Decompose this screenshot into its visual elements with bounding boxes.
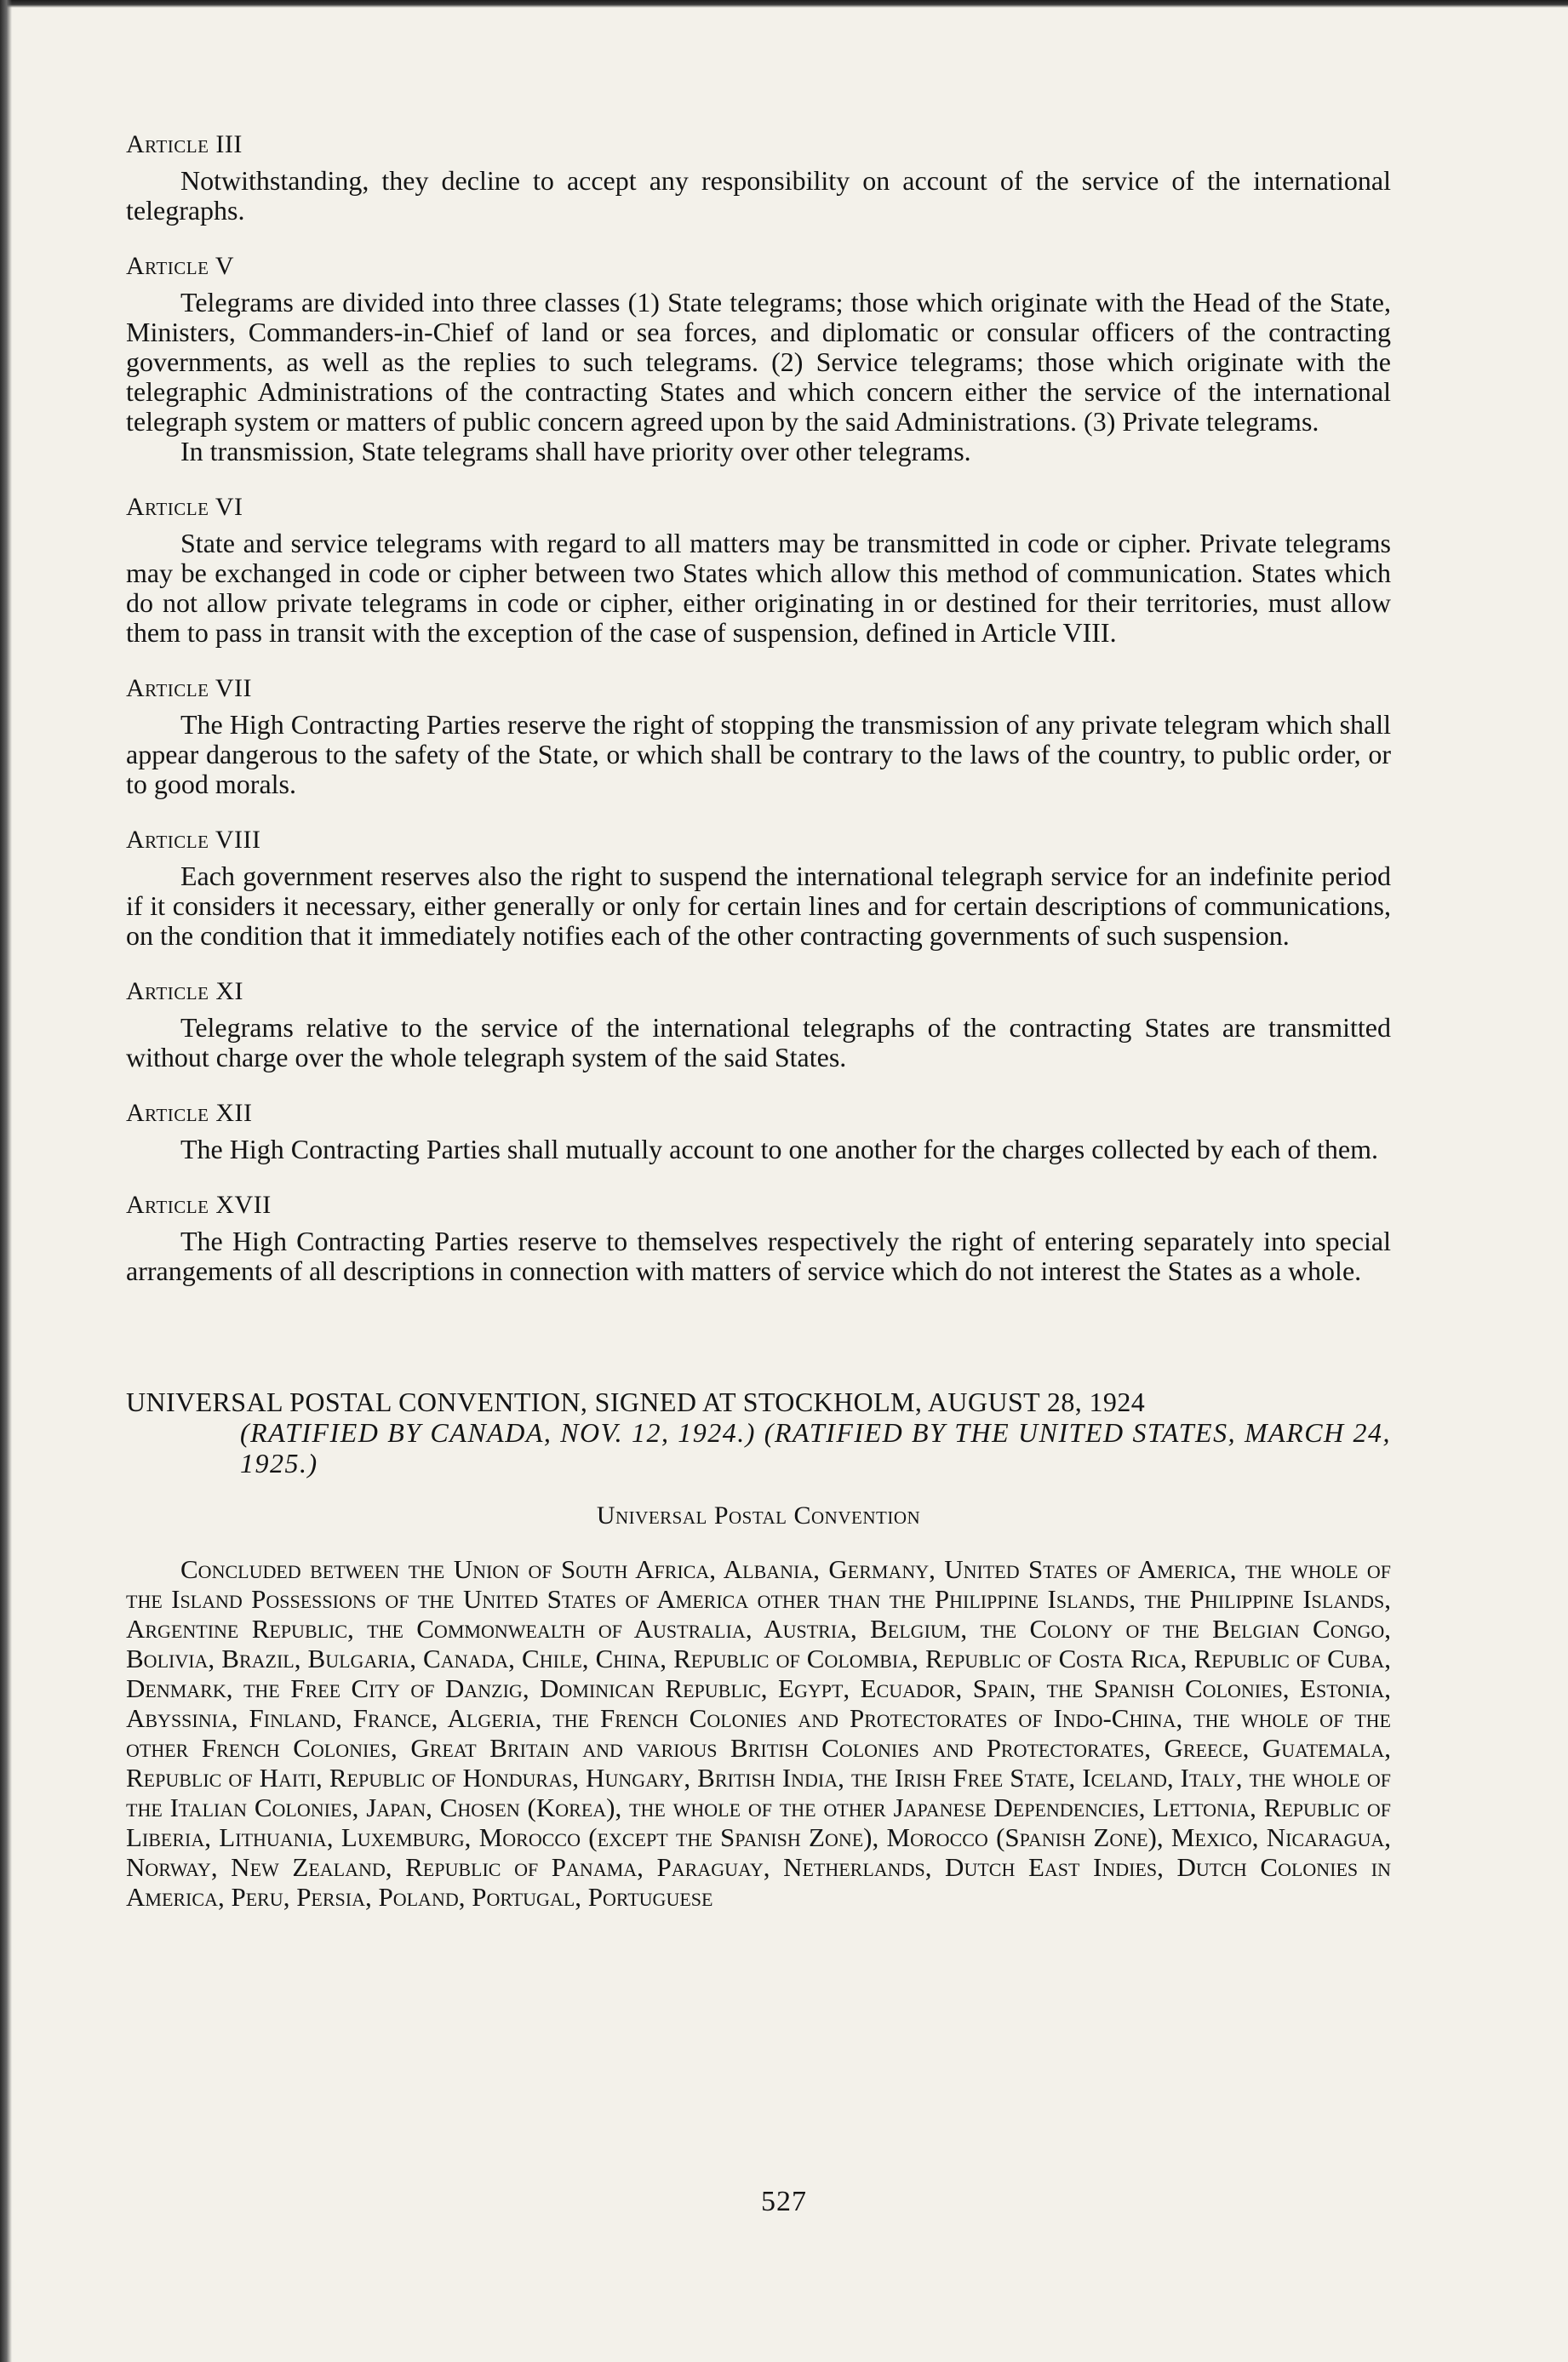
convention-subtitle: Universal Postal Convention (596, 1501, 921, 1530)
postal-convention-section (126, 1387, 1391, 1912)
article-paragraph: Each government reserves also the right to suspend the international telegraph service for an indefinite period if it considers it necessary, either generally or only for certain lines and for certain descriptions of communications, on the condition that it immediately notifies each of the other contracting governments of such suspension. (126, 861, 1391, 951)
article-paragraph: The High Contracting Parties reserve the right of stopping the transmission of any private telegram which shall appear dangerous to the safety of the State, or which shall be contrary to the laws of the country, to public order, or to good morals. (126, 709, 1391, 799)
article-heading: Article VI (126, 493, 243, 521)
article-xi (126, 976, 1391, 1072)
article-paragraph: Telegrams are divided into three classes (1) State telegrams; those which originate with the Head of the State, Ministers, Commanders-in-Chief of land or sea forces, and diplomatic or consular officers of the contracting governments, as well as the replies to such telegrams. (2) Service telegrams; those which originate with the telegraphic Administrations of the contracting States and which concern either the service of the international telegraph system or matters of public concern agreed upon by the said Administrations. (3) Private telegrams. (126, 287, 1391, 437)
article-paragraph: The High Contracting Parties reserve to themselves respectively the right of entering separately into special arrangements of all descriptions in connection with matters of service which do not interest the States as a whole. (126, 1226, 1391, 1286)
convention-title-block (126, 1387, 1391, 1478)
convention-ratification: (RATIFIED BY CANADA, NOV. 12, 1924.) (RATIFIED BY THE UNITED STATES, MARCH 24, 1925.) (240, 1417, 1391, 1478)
article-paragraph: In transmission, State telegrams shall have priority over other telegrams. (180, 436, 971, 466)
article-paragraph: The High Contracting Parties shall mutually account to one another for the charges collected by each of them. (180, 1134, 1378, 1164)
article-heading: Article XI (126, 977, 244, 1005)
article-paragraph: Notwithstanding, they decline to accept any responsibility on account of the service of the international telegraphs. (126, 165, 1391, 226)
article-vi (126, 492, 1391, 648)
scan-top-edge (0, 0, 1568, 8)
article-heading: Article VII (126, 674, 252, 702)
article-heading: Article XII (126, 1099, 253, 1127)
article-viii (126, 825, 1391, 951)
article-heading: Article VIII (126, 826, 261, 854)
convention-title: UNIVERSAL POSTAL CONVENTION, SIGNED AT STOCKHOLM, AUGUST 28, 1924 (126, 1387, 1146, 1417)
article-vii (126, 673, 1391, 799)
article-xii (126, 1098, 1391, 1164)
article-iii (126, 129, 1391, 226)
page-content (126, 129, 1391, 1912)
convention-parties-paragraph: Concluded between the Union of South Africa, Albania, Germany, United States of America, the whole of the Island Possessions of the United States of America other than the Philippine Islands, the Philippine Islands, Argentine Republic, the Commonwealth of Australia, Austria, Belgium, the Colony of the Belgian Congo, Bolivia, Brazil, Bulgaria, Canada, Chile, China, Republic of Colombia, Republic of Costa Rica, Republic of Cuba, Denmark, the Free City of Danzig, Dominican Republic, Egypt, Ecuador, Spain, the Spanish Colonies, Estonia, Abyssinia, Finland, France, Algeria, the French Colonies and Protectorates of Indo-China, the whole of the other French Colonies, Great Britain and various British Colonies and Protectorates, Greece, Guatemala, Republic of Haiti, Republic of Honduras, Hungary, British India, the Irish Free State, Iceland, Italy, the whole of the Italian Colonies, Japan, Chosen (Korea), the whole of the other Japanese Dependencies, Lettonia, Republic of Liberia, Lithuania, Luxemburg, Morocco (except the Spanish Zone), Morocco (Spanish Zone), Mexico, Nicaragua, Norway, New Zealand, Republic of Panama, Paraguay, Netherlands, Dutch East Indies, Dutch Colonies in America, Peru, Persia, Poland, Portugal, Portuguese (126, 1554, 1391, 1912)
article-heading: Article V (126, 252, 235, 280)
scan-left-edge (0, 0, 12, 2362)
article-xvii (126, 1190, 1391, 1286)
article-heading: Article XVII (126, 1191, 272, 1219)
article-v (126, 251, 1391, 466)
article-paragraph: Telegrams relative to the service of the international telegraphs of the contracting States are transmitted without charge over the whole telegraph system of the said States. (126, 1012, 1391, 1072)
page-number: 527 (761, 2186, 807, 2217)
article-heading: Article III (126, 130, 243, 158)
article-paragraph: State and service telegrams with regard to all matters may be transmitted in code or cipher. Private telegrams may be exchanged in code or cipher between two States which allow this method of communication. States which do not allow private telegrams in code or cipher, either originating in or destined for their territories, must allow them to pass in transit with the exception of the case of suspension, defined in Article VIII. (126, 528, 1391, 648)
